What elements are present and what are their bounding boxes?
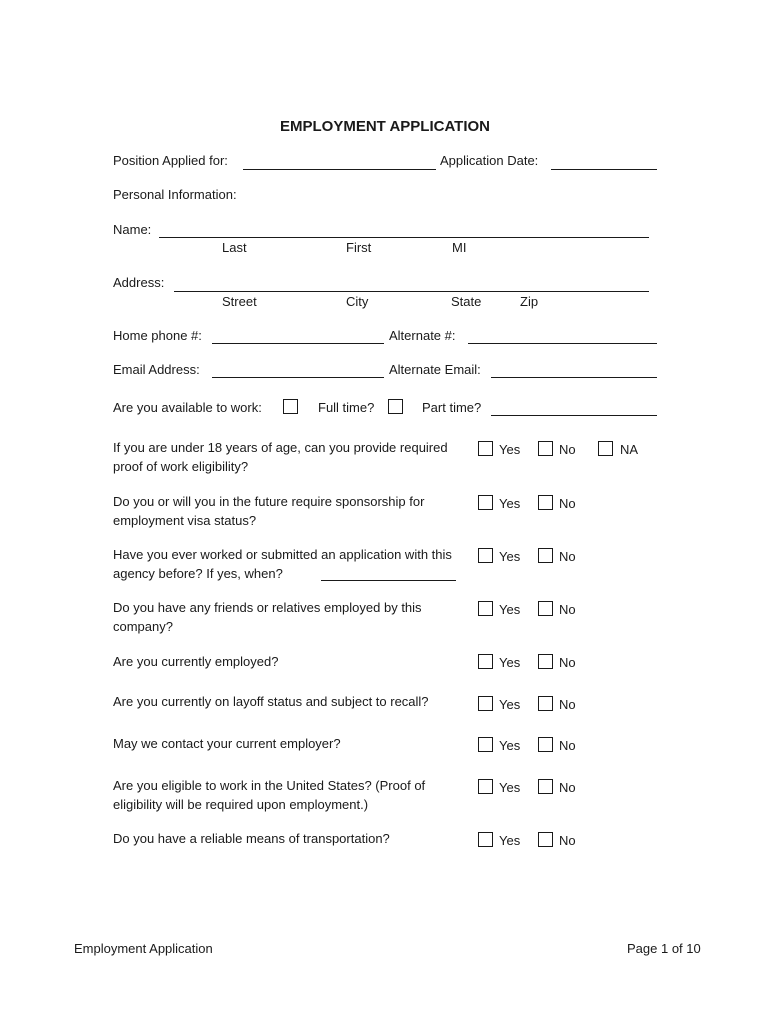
q9-yes-checkbox[interactable] <box>478 832 493 847</box>
q7-yes-checkbox[interactable] <box>478 737 493 752</box>
q3-no-label: No <box>559 549 576 564</box>
email-field[interactable] <box>212 363 384 378</box>
q7-no-label: No <box>559 738 576 753</box>
q3-yes-checkbox[interactable] <box>478 548 493 563</box>
q9-no-checkbox[interactable] <box>538 832 553 847</box>
availability-label: Are you available to work: <box>113 400 262 415</box>
q6-no-checkbox[interactable] <box>538 696 553 711</box>
q1-no-label: No <box>559 442 576 457</box>
position-field[interactable] <box>243 155 436 170</box>
q1-no-checkbox[interactable] <box>538 441 553 456</box>
q8-no-checkbox[interactable] <box>538 779 553 794</box>
personal-info-heading: Personal Information: <box>113 187 237 202</box>
q1-na-label: NA <box>620 442 639 457</box>
q5-yes-checkbox[interactable] <box>478 654 493 669</box>
q2-no-label: No <box>559 496 576 511</box>
name-mi-caption: MI <box>452 240 467 255</box>
full-time-label: Full time? <box>318 400 375 415</box>
address-street-caption: Street <box>222 294 257 309</box>
application-date-field[interactable] <box>551 155 657 170</box>
q9-yes-label: Yes <box>499 833 521 848</box>
q4-yes-label: Yes <box>499 602 521 617</box>
q5-no-checkbox[interactable] <box>538 654 553 669</box>
footer-document-name: Employment Application <box>74 941 213 956</box>
question-sponsorship: Do you or will you in the future require sponsorship for employment visa status? <box>113 494 425 528</box>
footer-page-number: Page 1 of 10 <box>627 941 701 956</box>
q4-no-label: No <box>559 602 576 617</box>
q7-yes-label: Yes <box>499 738 521 753</box>
q1-yes-label: Yes <box>499 442 521 457</box>
question-eligible-us: Are you eligible to work in the United States? (Proof of eligibility will be required upon employment.) <box>113 778 426 812</box>
question-transportation: Do you have a reliable means of transportation? <box>113 831 390 846</box>
application-date-label: Application Date: <box>440 153 539 168</box>
alternate-phone-label: Alternate #: <box>389 328 456 343</box>
q5-no-label: No <box>559 655 576 670</box>
position-label: Position Applied for: <box>113 153 228 168</box>
q9-no-label: No <box>559 833 576 848</box>
name-last-caption: Last <box>222 240 247 255</box>
q1-yes-checkbox[interactable] <box>478 441 493 456</box>
address-field[interactable] <box>174 277 649 292</box>
q4-yes-checkbox[interactable] <box>478 601 493 616</box>
part-time-field[interactable] <box>491 401 657 416</box>
q2-yes-checkbox[interactable] <box>478 495 493 510</box>
address-state-caption: State <box>451 294 482 309</box>
q2-no-checkbox[interactable] <box>538 495 553 510</box>
q8-yes-checkbox[interactable] <box>478 779 493 794</box>
question-prior-application: Have you ever worked or submitted an application with this agency before? If yes, when? <box>113 547 452 581</box>
question-currently-employed: Are you currently employed? <box>113 654 279 669</box>
address-label: Address: <box>113 275 165 290</box>
available-checkbox[interactable] <box>283 399 298 414</box>
question-contact-employer: May we contact your current employer? <box>113 736 341 751</box>
name-label: Name: <box>113 222 152 237</box>
q1-na-checkbox[interactable] <box>598 441 613 456</box>
q8-yes-label: Yes <box>499 780 521 795</box>
question-relatives: Do you have any friends or relatives employed by this company? <box>113 600 422 634</box>
prior-application-when-field[interactable] <box>321 566 456 581</box>
q6-no-label: No <box>559 697 576 712</box>
alternate-email-label: Alternate Email: <box>389 362 481 377</box>
alternate-phone-field[interactable] <box>468 329 657 344</box>
q8-no-label: No <box>559 780 576 795</box>
q2-yes-label: Yes <box>499 496 521 511</box>
alternate-email-field[interactable] <box>491 363 657 378</box>
q4-no-checkbox[interactable] <box>538 601 553 616</box>
name-field[interactable] <box>159 223 649 238</box>
q3-no-checkbox[interactable] <box>538 548 553 563</box>
address-zip-caption: Zip <box>520 294 539 309</box>
part-time-label: Part time? <box>422 400 482 415</box>
q6-yes-checkbox[interactable] <box>478 696 493 711</box>
email-label: Email Address: <box>113 362 200 377</box>
home-phone-label: Home phone #: <box>113 328 202 343</box>
page-title: EMPLOYMENT APPLICATION <box>280 118 490 135</box>
name-first-caption: First <box>346 240 372 255</box>
q3-yes-label: Yes <box>499 549 521 564</box>
question-layoff-status: Are you currently on layoff status and subject to recall? <box>113 694 429 709</box>
question-under-18: If you are under 18 years of age, can you provide required proof of work eligibility? <box>113 440 448 474</box>
address-city-caption: City <box>346 294 369 309</box>
q6-yes-label: Yes <box>499 697 521 712</box>
home-phone-field[interactable] <box>212 329 384 344</box>
q7-no-checkbox[interactable] <box>538 737 553 752</box>
full-time-checkbox[interactable] <box>388 399 403 414</box>
q5-yes-label: Yes <box>499 655 521 670</box>
